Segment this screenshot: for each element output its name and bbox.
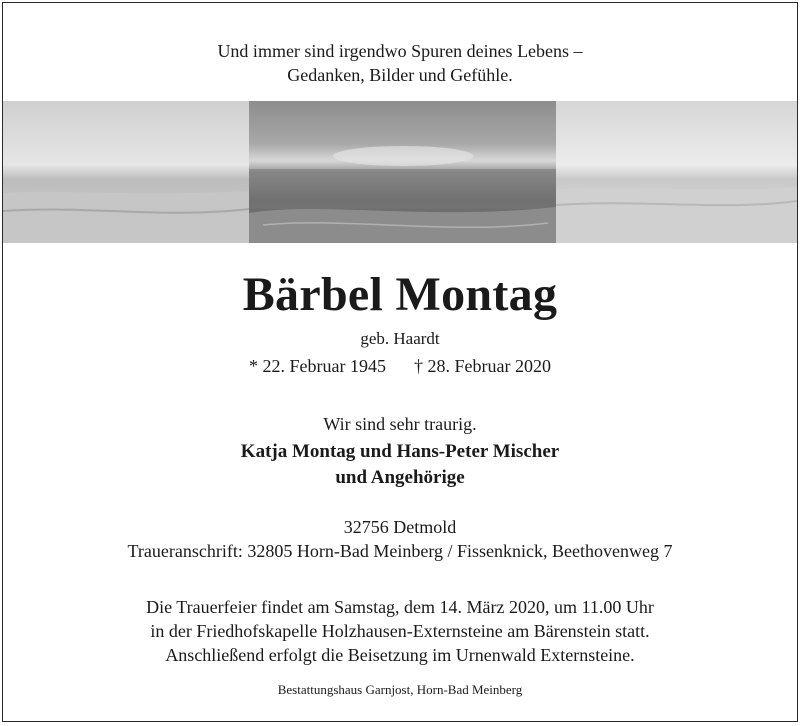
mourning-intro: Wir sind sehr traurig. [323, 414, 477, 434]
mourning-address: Traueranschrift: 32805 Horn-Bad Meinberg / Fissenknick, Beethovenweg 7 [127, 541, 673, 561]
ceremony-line-1: Die Trauerfeier findet am Samstag, dem 14. März 2020, um 11.00 Uhr [146, 597, 654, 617]
birth-name: geb. Haardt [360, 329, 440, 348]
motto-line-2: Gedanken, Bilder und Gefühle. [287, 65, 513, 85]
motto-line-1: Und immer sind irgendwo Spuren deines Lebens – [217, 41, 583, 61]
death-date: † 28. Februar 2020 [414, 356, 551, 376]
birth-date: * 22. Februar 1945 [249, 356, 386, 376]
ceremony-line-3: Anschließend erfolgt die Beisetzung im Urnenwald Externsteine. [165, 645, 635, 665]
deceased-name: Bärbel Montag [242, 268, 558, 321]
obituary-notice [2, 2, 798, 722]
motto [3, 39, 797, 87]
mourners-line-2: und Angehörige [335, 467, 465, 488]
seascape-icon [3, 101, 797, 243]
mourners [3, 439, 797, 491]
undertaker: Bestattungshaus Garnjost, Horn-Bad Meinberg [277, 682, 523, 697]
address-block [3, 515, 797, 563]
life-dates [3, 355, 797, 377]
mourners-line-1: Katja Montag und Hans-Peter Mischer [240, 441, 560, 462]
city: 32756 Detmold [343, 517, 457, 537]
ceremony-info [3, 595, 797, 667]
ceremony-line-2: in der Friedhofskapelle Holzhausen-Externsteine am Bärenstein statt. [150, 621, 650, 641]
seascape-photo [3, 101, 797, 243]
